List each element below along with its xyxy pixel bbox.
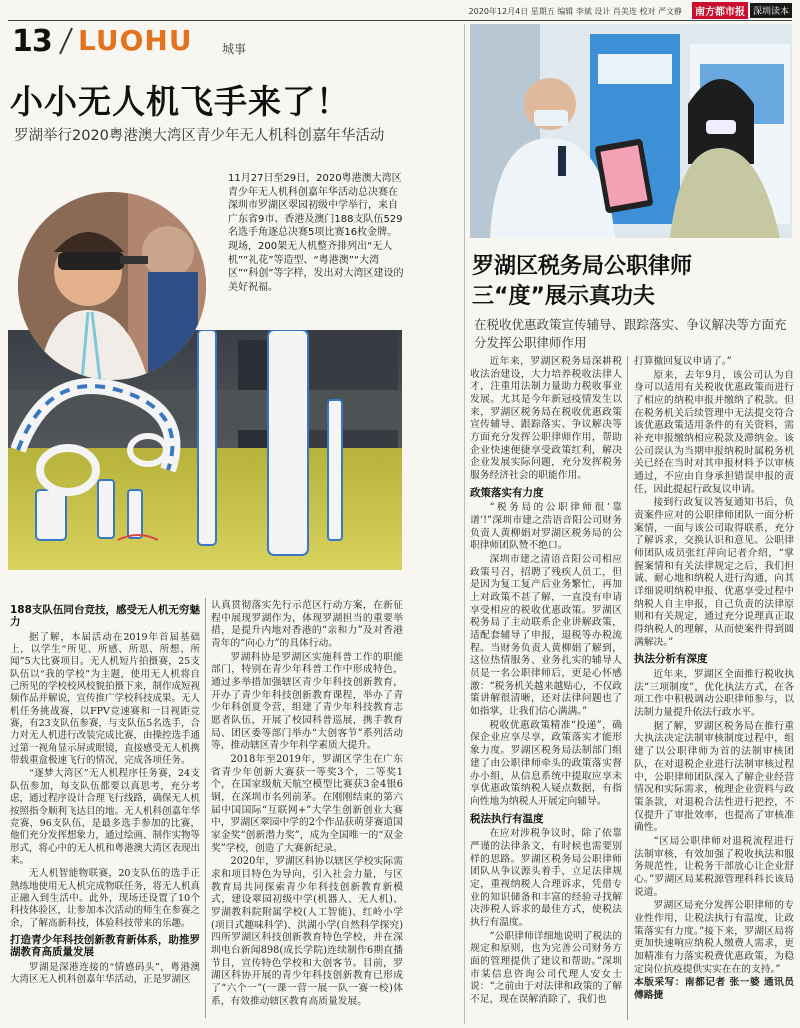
story2-column-1 [470, 356, 622, 1008]
paragraph: 打算撤回复议申请了。” [634, 356, 732, 367]
story2-column-2 [634, 356, 794, 1004]
paragraph: 近年来，罗湖区税务局深耕税收法治建设，大力培养税收法律人才，注重用法制力量助力税收事业发展。尤其是今年新冠疫情发生以来，罗湖区税务局在税收优惠政策宣传辅导、跟踪落实、争议解决等方面充分发挥公职律师作用，帮助企业快速便捷享受政策红利，解决企业发展实际问题，充分发挥税务服务经济社会的职能作用。 [470, 356, 622, 482]
paragraph: “逐梦大湾区”无人机程序任务赛，24支队伍参加，每支队伍都要以真思考，充分考虑，通过程序设计合理飞行线路，确保无人机按照指令顺利飞达目的地。无人机科创嘉年华竞赛，96支队伍，是最多选手参加的比赛，他们充分发挥想象力，通过绘画、制作实物等形式，将心中的无人机和粤港澳大湾区表现出来。 [10, 768, 201, 866]
pilot-portrait-photo [18, 192, 206, 380]
paragraph: “税务局的公职律师很‘靠谱’!”深圳市建之浩语音阳公司财务负责人黄柳娟对罗湖区税务局的公职律师团队赞不绝口。 [470, 502, 622, 552]
story1-column-1 [10, 600, 200, 987]
page-number: 13 [12, 24, 52, 59]
story2-headline [472, 252, 692, 312]
paragraph: 在应对涉税争议时，除了依靠严谨的法律条文，有时候也需要别样的思路。罗湖区税务局公职律师团队从争议源头着手，立足法律规定，重视纳税人合理诉求，凭借专业的知识储备和丰富的经验寻找解决涉税人诉求的最佳方式，使税法执行有温度。 [470, 828, 622, 928]
paragraph: “区局公职律师对退税流程进行法制审核，有效加强了税收执法和服务规范性，让税务干部放心让企业舒心。”罗湖区局某税源管理科科长该局说道。 [634, 835, 794, 898]
story-intro: 11月27日至29日，2020粤港澳大湾区青少年无人机科创嘉年华活动总决赛在深圳市罗湖区翠园初级中学举行，来自广东省9市、香港及澳门188支队伍529名选手角逐总决赛5项比赛16枚金牌。现场，200架无人机整齐排列出“无人机”“礼花”等造型、“粤港澳”“大湾区”“科创”等字样，发出对大湾区建设的美好祝福。 [228, 173, 404, 293]
paragraph: 认真贯彻落实先行示范区行动方案，在新征程中展现罗湖作为，体现罗湖担当的重要举措，是提升内地对香港的“亲和力”及对香港青年的“向心力”的具体行动。 [211, 600, 403, 650]
section-heading: 税法执行有温度 [470, 812, 544, 825]
masthead-brand [692, 2, 792, 18]
story1-column-2 [211, 600, 403, 1010]
headline: 小小无人机飞手来了！ [10, 82, 350, 121]
paragraph: 无人机智能物联赛，20支队伍的选手正熟练地使用无人机完成物联任务，将无人机真正融入到生活中。此外，现场还设置了10个科技体验区，让参加本次活动的师生在参赛之余，了解高新科技，体验科技带来的乐趣。 [10, 868, 201, 929]
slash-divider [56, 26, 76, 56]
section-heading: 打造青少年科技创新教育新体系，助推罗湖教育高质量发展 [10, 933, 200, 959]
paragraph: 近年来，罗湖区全面推行税收执法“三项制度”，优化执法方式，在各项工作中积极调动公职律师参与，以法制力量提升依法行政水平。 [634, 669, 794, 719]
story2-headline-line2: 三“度”展示真功夫 [472, 284, 655, 309]
story2-subheadline: 在税收优惠政策宣传辅导、跟踪落实、争议解决等方面充分发挥公职律师作用 [474, 317, 787, 350]
paragraph: 2018年至2019年，罗湖区学生在广东省青少年创新大赛获一等奖3个，二等奖1个，在国家级航天航空模型比赛获3金4银6铜，在深圳市名列前茅。在刚刚结束的第六届中国国际“互联网+”大学生创新创业大赛中，罗湖区翠园中学的2个作品获萌芽赛道国家金奖“创新潜力奖”，成为全国唯一的“双金奖”学校，创造了大赛新纪录。 [211, 754, 403, 854]
paragraph: 接到行政复议答复通知书后，负责案件应对的公职律师团队一面分析案情，一面与该公司取得联系，充分了解诉求，交换认识和意见。公职律师团队成员张红萍向记者介绍，“掌握案情和有关法律规定之后，我们担诚、耐心地和纳税人进行沟通，向其详细说明纳税申报、优惠享受过程中纳税人自主申报，自己负责的法律原则和有关规定，通过充分说理真正取得纳税人的理解，从而使案件得到圆满解决。” [634, 497, 794, 648]
story2-headline-line1: 罗湖区税务局公职律师 [472, 254, 693, 279]
paragraph: 罗湖区局充分发挥公职律师的专业性作用，让税法执行有温度，让政策落实有力度。”接下来，罗湖区局将更加快速响应纳税人缴费人需求，更加精准有力落实税费优惠政策，为稳定岗位抗疫提供实实在在的支持。” [634, 900, 794, 975]
brand-main: 南方都市报 [692, 2, 748, 19]
subheadline: 罗湖举行2020粤港澳大湾区青少年无人机科创嘉年华活动 [14, 128, 385, 144]
section-name-cn: 城事 [222, 42, 247, 56]
paragraph: 据了解，罗湖区税务局在推行重大执法决定法制审核制度过程中，组建了以公职律师为首的法制审核团队，在对退税企业进行法制审核过程中，公职律师团队深入了解企业经营情况和实际需求，梳理企业资料与政策条款，对退税合法性进行把控，不仅提升了审批效率，也提高了审核准确性。 [634, 720, 794, 834]
top-bar [0, 0, 800, 22]
column-divider [205, 598, 206, 1018]
section-heading: 执法分析有深度 [634, 653, 708, 666]
paragraph: 2020年，罗湖区科协以辖区学校实际需求和项目特色为导向，引入社会力量，与区教育局共同探索青少年科技创新教育新模式，建设翠园初级中学(机器人、无人机)、罗湖教科院附属学校(人工智能)、红岭小学(项目式趣味科学)、洪湖小学(自然科学探究)四所罗湖区科技创新教育特色学校，并在深圳电台新闻898(成长学院)连续制作6期直播节目，宣传特色学校和大创客节。目前，罗湖区科协开展的青少年科技创新教育已形成了“六个一”(一课一营一展一队一赛一校)体系，有效推动辖区教育高质量发展。 [211, 856, 403, 1007]
paragraph: 原来，去年9月，该公司认为自身可以适用有关税收优惠政策而进行了相应的纳税申报并缴纳了税款。但在税务机关后续管理中无法提交符合该优惠政策适用条件的有关资料，需补充申报缴纳相应税款及滞纳金。该公司误认为当期申报纳税时属税务机关已经在当时对其申报材料予以审核通过，不应由自身承担错误申报的责任，因此提起行政复议申请。 [634, 369, 794, 495]
section-heading: 政策落实有力度 [470, 486, 544, 499]
brand-sub: 深圳读本 [750, 3, 792, 18]
tax-office-photo [470, 24, 792, 238]
paragraph: 罗湖是深港连接的“情感码头”，粤港澳大湾区无人机科创嘉年华活动，正是罗湖区 [10, 961, 200, 985]
paragraph: 深圳市建之清语音阳公司相应政策号召，招聘了残疾人员工，但是因为复工复产后业务繁忙，再加上对政策不甚了解，一直没有申请享受相应的税收优惠政策。罗湖区税务局了主动联系企业讲解政策，适配套辅导了申报，退税等办税流程。当财务负责人黄柳娟了解到，这位热情服务、业务扎实的辅导人员是一名公职律师后，更是心怀感激：“税务机关越来越贴心，不仅政策讲解很清晰，还对法律问题也了如指掌，让我们信心满满。” [470, 554, 622, 718]
story-divider [464, 24, 465, 1024]
paragraph: 税收优惠政策精准“投递”，确保企业应享尽享，政策落实才能形象力度。罗湖区税务局法制部门组建了由公职律师牵头的政策落实督办小组，从信息系统中提取应享未享优惠政策纳税人疑点数据，有指向性地为纳税人开展定向辅导。 [470, 719, 622, 807]
paragraph: 罗湖科协是罗湖区实施科普工作的职能部门，特别在青少年科普工作中形成特色，通过多举措加强辖区青少年科技创新教育，开办了青少年科技创新教育课程，举办了青少年科创夏令营，组建了青少年科技教育志愿者队伍，开展了校园科普巡展，携手教育局、团区委等部门举办“大创客节”系列活动等，推动辖区青少年科学素质大提升。 [211, 651, 403, 752]
byline: 本版采写：南都记者 张一婆 通讯员 傅路捷 [634, 977, 794, 1001]
section-heading: 188支队伍同台竞技，感受无人机无穷魅力 [10, 604, 200, 629]
column-divider [627, 356, 628, 1020]
paragraph: 据了解，本届活动在2019年首届基础上，以学生“所见、所感、所思、所想、所闻”5大比赛项目。无人机短片拍摄赛，25支队伍以“我的学校”为主题，使用无人机将自己所见的学校校风校貌拍摄下来，制作成短视频作品并解说，宣传推广学校科技成果。无人机任务挑战赛，以FPV竞速赛和一目视距竞赛，有23支队伍参赛，与支队伍5名选手，合力对无人机进行改装完成比赛，由操控选手通过第一视角显示屏或眼镜，直接感受无人机携带载重盒极速飞行的情况，完成各项任务。 [10, 631, 201, 767]
paragraph: “公职律师详细地说明了税法的规定和原则，也为完善公司财务方面的管理提供了建议和帮助。”深圳市某信息咨询公司代理人安女士说：“之前由于对法律和政策的了解不足，现在误解消除了，我们也 [470, 930, 622, 1005]
section-name-en: LUOHU [78, 24, 193, 57]
header-divider [8, 20, 792, 21]
page-meta: 2020年12月4日 星期五 编辑 李斌 设计 肖美连 校对 严文静 [468, 7, 682, 16]
